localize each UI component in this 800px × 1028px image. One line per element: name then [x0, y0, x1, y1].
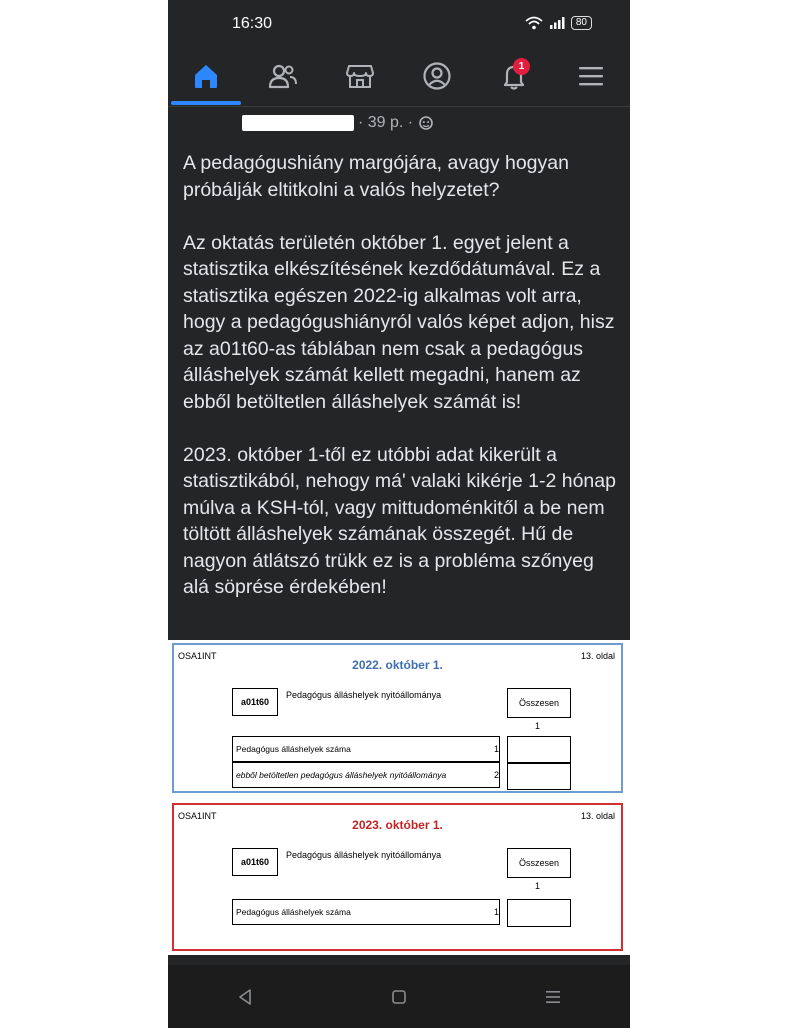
- recent-apps-icon[interactable]: [542, 986, 564, 1008]
- form-title: 2023. október 1.: [352, 818, 443, 832]
- system-navigation-bar: [168, 965, 630, 1028]
- table-subtitle: Pedagógus álláshelyek nyitóállománya: [286, 690, 442, 700]
- home-icon: [191, 61, 221, 91]
- marketplace-icon: [345, 62, 375, 90]
- table-cell: [507, 762, 571, 790]
- form-frame-2023: [172, 803, 623, 951]
- post-time[interactable]: · 39 p. ·: [358, 114, 414, 131]
- table-cell: [507, 899, 571, 927]
- post-paragraph: A pedagógushiány margójára, avagy hogyan próbálják eltitkolni a valós helyzetet?: [183, 152, 569, 201]
- nav-profile[interactable]: [415, 58, 459, 94]
- nav-marketplace[interactable]: [338, 58, 382, 94]
- form-image-2023[interactable]: [168, 800, 630, 955]
- form-page-label: 13. oldal: [580, 811, 615, 821]
- total-header: Összesen: [507, 688, 571, 718]
- form-title: 2022. október 1.: [352, 658, 443, 672]
- table-row: Pedagógus álláshelyek száma: [232, 736, 500, 762]
- row-number: 1: [494, 907, 500, 917]
- table-code: a01t60: [232, 688, 278, 716]
- redacted-author-name: [242, 115, 354, 131]
- active-tab-indicator: [171, 101, 241, 105]
- menu-icon: [577, 64, 605, 88]
- column-number: 1: [535, 721, 541, 731]
- top-navigation: [168, 48, 630, 107]
- back-icon[interactable]: [234, 986, 256, 1008]
- post-paragraph: Az oktatás területén október 1. egyet jelent a statisztika elkészítésének kezdődátumával. Ez a statisztika egészen 2022-ig alkalmas volt arra, hogy a pedagógushiányról valós képet adjon, hisz az a01t60-as táblában nem csak a pedagógus álláshelyek számát kellett megadni, hanem az ebből betöltetlen álláshelyek számát is!: [183, 231, 615, 413]
- home-button-icon[interactable]: [388, 986, 410, 1008]
- status-time: 16:30: [232, 15, 273, 32]
- globe-icon: [418, 115, 434, 131]
- friends-icon: [268, 62, 298, 90]
- wifi-icon: [525, 16, 543, 30]
- status-bar: [168, 0, 630, 48]
- post-meta: [242, 112, 434, 134]
- table-code: a01t60: [232, 848, 278, 876]
- post-text: [183, 150, 623, 627]
- form-image-2022[interactable]: [168, 640, 630, 800]
- form-frame-2022: [172, 643, 623, 793]
- form-code-label: OSA1INT: [178, 651, 217, 661]
- nav-friends[interactable]: [261, 58, 305, 94]
- table-row: ebből betöltetlen pedagógus álláshelyek nyitóállománya: [232, 762, 500, 788]
- phone-screen: [168, 0, 630, 1028]
- table-subtitle: Pedagógus álláshelyek nyitóállománya: [286, 850, 442, 860]
- row-number: 2: [494, 770, 500, 780]
- form-page-label: 13. oldal: [580, 651, 615, 661]
- table-cell: [507, 736, 571, 764]
- signal-icon: [549, 16, 565, 30]
- notification-badge: 1: [513, 58, 530, 75]
- nav-menu[interactable]: [569, 58, 613, 94]
- row-number: 1: [494, 744, 500, 754]
- post-paragraph: 2023. október 1-től ez utóbbi adat kikerült a statisztikából, nehogy má' valaki kikérje 1-2 hónap múlva a KSH-tól, vagy mittudoménkitől a be nem töltött álláshelyek számának összegét. Hű de nagyon átlátszó trükk ez is a probléma szőnyeg alá söprése érdekében!: [183, 443, 616, 598]
- nav-home[interactable]: [184, 58, 228, 94]
- column-number: 1: [535, 881, 541, 891]
- status-icons: [525, 16, 592, 30]
- form-code-label: OSA1INT: [178, 811, 217, 821]
- table-row: Pedagógus álláshelyek száma: [232, 899, 500, 925]
- battery-indicator: 80: [571, 16, 592, 30]
- nav-notifications[interactable]: [492, 58, 536, 94]
- profile-icon: [422, 61, 452, 91]
- total-header: Összesen: [507, 848, 571, 878]
